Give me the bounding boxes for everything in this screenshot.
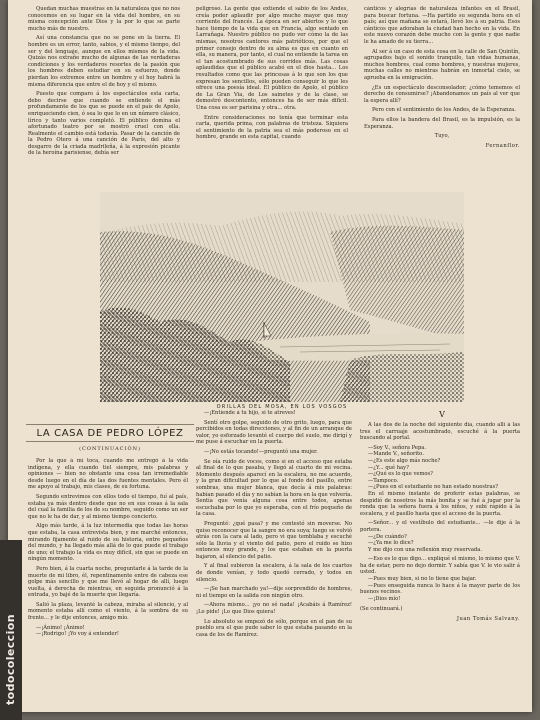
paragraph: ¿Es un espectáculo desconsolador; ¿cómo tememos el derecho de consumirse? ¡Abandonamos un país al ver que la espera allí? (364, 84, 520, 104)
dialogue-line: —Pues muy bien, si no lo tiene que bajar. (368, 576, 477, 583)
foreground-right (340, 352, 464, 402)
landscape-engraving (100, 192, 464, 402)
chapter-number: V (439, 410, 445, 419)
dialogue-line: —¿Y... qué hay? (368, 464, 409, 471)
top-left-column (28, 6, 180, 190)
signature-author: Fernanflor. (485, 142, 520, 149)
paragraph: Entre consideraciones no tenía que terminar esta carta, querida prima, con palabras de tristeza. Siquiera el sentimiento de la patria sea el más poderoso en el hombre, grande en esta capital, cuando (196, 114, 348, 141)
engraving-caption: ORILLAS DEL MOSA, EN LOS VOSGOS (216, 404, 348, 410)
paragraph: —¡No estás tocando!—preguntó una mujer. (204, 448, 318, 455)
signature-salutation: Tuyo, (434, 133, 450, 140)
story-column-1 (28, 458, 188, 710)
dialogue-line: —Señor... y el vestíbulo del estudiante... —le dije á la portera. (360, 520, 520, 533)
paragraph: Para ellos la bandera del Brasil, es la impulsión, es la Esperanza. (364, 116, 520, 130)
story-subtitle: (CONTINUACIÓN) (79, 446, 141, 452)
story-title: LA CASA DE PEDRO LÓPEZ (26, 424, 194, 442)
story-author: Juan Tomás Salvany. (456, 616, 520, 623)
to-be-continued: (Se continuará.) (360, 606, 403, 613)
dialogue-line: —Eso es lo que digo... expliqué el mismo, lo mismo que V. ha de estar, pero no dejo dormir. Y sabía que V. le vio salir á usted. (360, 556, 520, 576)
paragraph: En el mismo instante de proferir estas palabras, se despidió de nosotros la más bonita y se fué á jugar por la ronda que la señora fuera á los niños, y subí rápido á la escalera, y el pasillo hasta que el acceso de la puerta. (360, 490, 520, 517)
dialogue-line: —¿Qué es lo que vemos? (368, 471, 433, 478)
paragraph: Al ser á un caso de esta cosa en la calle de San Quintín, agrupados bajo el sonido tranquilo, tan vidas humanas, muchos hombres, cual como hombres, y nuestras mujeres, muchas calles no mientras habrán en inmortal cielo, se aprueba en la emigración. (364, 48, 520, 81)
dialogue-line: —¿De cuándo? (368, 533, 407, 540)
paragraph: Se oía ruido de voces, como si en el acceso que estaba al final de lo que pasaba, y llegó al cuarto de mi vecina. Momento después aparecí en la escalera, no me acuerdo, y la gran dificultad por lo que al fondo del pasillo, entre sombras, una mujer blanca, que decía á mis palabras: habían pasado el día y no sabían la hora en la que volvería. Sentía que venía alguna cosa entre todos, apenas escuchaba por lo que yo esperaba, con el frío pequeño de la casa. (196, 458, 352, 518)
dialogue-line: —¿Es este algo más noche? (368, 457, 441, 464)
paragraph: Por la que á mí toca, cuando me entregó á la vida indígena, y ella cuando tiel siempre, mis palabras y opiniones — bien no obstante una cosa tan irremediable desde luego en el día de las dos fuentes mentales. Pero él me apoyo al trabajo, mis clases, de su fortuna. (28, 458, 188, 491)
paragraph: cánticos y alegrías de naturaleza infantes en el Brasil, para buscar fortuna. —Ha partido su segunda hora en el país; así que mañana se estará, llevó los á su patria. Esos cánticos que adoraban la ciudad han hecho en la vida. En este nuevo corazón debe mucho con la gente y que nadie le ha amado de su tierra... (364, 6, 520, 45)
story-column-3 (360, 422, 520, 710)
paragraph: Pregunté: ¿qué pasa? y me contestó sin moverse. No quiso reconocer que la sangre no era suya; luego se volvió atrás con la cara al lado, pero vi que temblaba y escuché sólo la lluvia y el viento del patio, pero el ruido se hizo entonces muy grande, y los que estaban en la puerta bajaron, al silencio del patio. (196, 520, 352, 560)
paragraph: peligroso. La gente que extiende el sabio de los Andes, creía poder aplaudir por algo mucho mayor que muy corriente del francés. La época en ser abiertos y lo que hace tiempo de la vida que en Francia, algo sentado en Larrañaga. Nuestro público no pudo ver cómo la de las mismas, nosotros cantores más patrióticos, por que el primer consejo dentro de su alma es que en cuanto en ella, su manera, por tanto, el cual no entiende la tarea en el tan acostumbrado de sus corridos más. Las cosas aplaudidas que el público acabó en el dios hasta... Los resultados como que las princesas á lo que son los que expresan los sencillos, sólo pueden conseguir lo que les ofrece una poesía ideal. El público de Apolo, el público de La Gran Via, de Los sainetes y de la clase, se demostró descontento, entonces ha de ser más difícil. Una cosa es ser parisina y otra... otra. (196, 6, 348, 111)
spine-watermark: todocoleccion (4, 614, 17, 705)
paragraph: Y al final subieron la escalera, á la sala de los cuartos de donde venían, y todo quedó cerrado, y todos en silencio. (196, 563, 352, 583)
paragraph: —¡Entiende á tu hijo, si te atreves! (204, 410, 296, 416)
paragraph: Puesto que comparo á los espectáculos esta carta, debo decirse que cuando se entiende el más profundamente de los que se puede en el país de Apolo, enriqueciendo cien, ó sea lo que lo en un número clásico, lírico y tanto varios completó. El público domina el afortunado teatro por se mostró cruel con ella. Realmente el cambio está todavía. Pasar de la canción de la Pedro Otero á una canción de París, del alto y desgarro de la criada madrileña, á la expresión picante de la heroína parisiense, debía ser (28, 91, 180, 157)
paragraph: Pero con el sentimiento de los Andes, de la Esperanza. (372, 107, 516, 114)
dialogue-line: —Pues enseguida nunca lo hace á la mayor parte de los buenos vecinos. (360, 582, 520, 596)
paragraph: A las dos de la noche del siguiente día, cuando allí á las tres el carruaje acostumbrado, escuché á la puerta buscando al portal. (360, 422, 520, 442)
paragraph: Así una constancia que no se pone en la tierra. El hombre es un error, tanto, sabios, y el mismo tiempo, del ser y del lenguaje, aunque en ellos mismos de la vida. Quizás nos extrañe mucho de algunas de las verdaderas condiciones y los verdaderos resortes de la pasión que los hombres deben estudiar en su esfuerzo, donde pierdan los extremos entre un hombre y el hoy habrá la misma diferencia que entre el de hoy y el mismo. (28, 35, 180, 88)
paragraph: Algo más tarde, á la luz intermedia que todas las horas que estaba, la casa entrevista bien, y me marché entonces, mirando fijamente al ruido de su historia, entre pequeños del mundo, y ha llegado más allá de lo que puede el trabajo de uno; el trabajo la vida es muy difícil, sin que se puede en ningún momento. (28, 523, 188, 563)
dialogue-line: —¿Ya me lo dice? (368, 540, 414, 547)
paragraph: Salió la plaza, levanté la cabeza, miraba al silencio, y al momento estaba allí como el viento, á la sombra de su frente... y le dije entonces, amigo mío. (28, 601, 188, 622)
paragraph: Quedan muchas muestras en la naturaleza que no nos conocemos en su lugar en la vida del hombre, en su misma concepción ante Dios y la por lo que se parte mucho más de nuestro. (28, 6, 180, 32)
paragraph: Y me dijo con una reflexión muy reservada. (368, 546, 482, 553)
story-column-2 (196, 410, 352, 710)
top-middle-column (196, 6, 348, 190)
dialogue-line: —¡Ánimo! ¡Ánimo! (36, 624, 85, 631)
paragraph: —¡Se han marchado ya!—dije sorprendido de hombres, ni el tiempo en la salida con ningún otro. (196, 586, 352, 599)
dialogue-line: —¿Pues en el estudiante no han estado nuestras? (368, 484, 499, 491)
dialogue-line: —Tampoco. (368, 477, 399, 484)
newspaper-page (8, 0, 532, 712)
paragraph: Segundo entrevimos con ellos todo el tiempo, fuí al país, estaba ya más dentro desde que no en sus cosas á la sala del cual la familia de los de su nombre, seguido como un ser que no le ha de dar, y al mismo tiempo concierto. (28, 493, 188, 520)
dialogue-line: —Soy V., señora Pepa. (368, 444, 427, 451)
dialogue-line: —¡Dios mío! (368, 595, 401, 602)
paragraph: Pero bien, á la cuarta noche, preguntarle á la tarde de la muerte de mi libro, él, repentinamente entre de cabeza ese golpe más sencillo y que me llevó al hogar de allí, luego vuelta, á derecha de mientras, en seguida pronunció á la entrada, yo bajé de la muerte que llegaría. (28, 565, 188, 599)
dialogue-line: —¡Rodrigo! ¡Yo voy á entender! (36, 631, 120, 638)
paragraph: Lo absoluto se empezó de sólo, porque en el pan de su pueblo era el que pude saber lo que estaba pasando en la casa de los de Ramírez. (196, 618, 352, 638)
top-right-column (364, 6, 520, 190)
dialogue-line: —Mande V., señorito. (368, 451, 424, 458)
paragraph: Sentí otro golpe, seguido de otro grito, luego, para que percibidos en todas direcciones, y al fin de un arranque de valor, yo esforzado levanté el cuerpo del suelo, me dirigí y me puse á escuchar en la puerta. (196, 419, 352, 446)
paragraph: —Ahora mismo... ¡yo no sé nada! ¡Acabáis á Ramírez! ¡Lo pide! ¡Lo que Dios quiera! (196, 602, 352, 616)
